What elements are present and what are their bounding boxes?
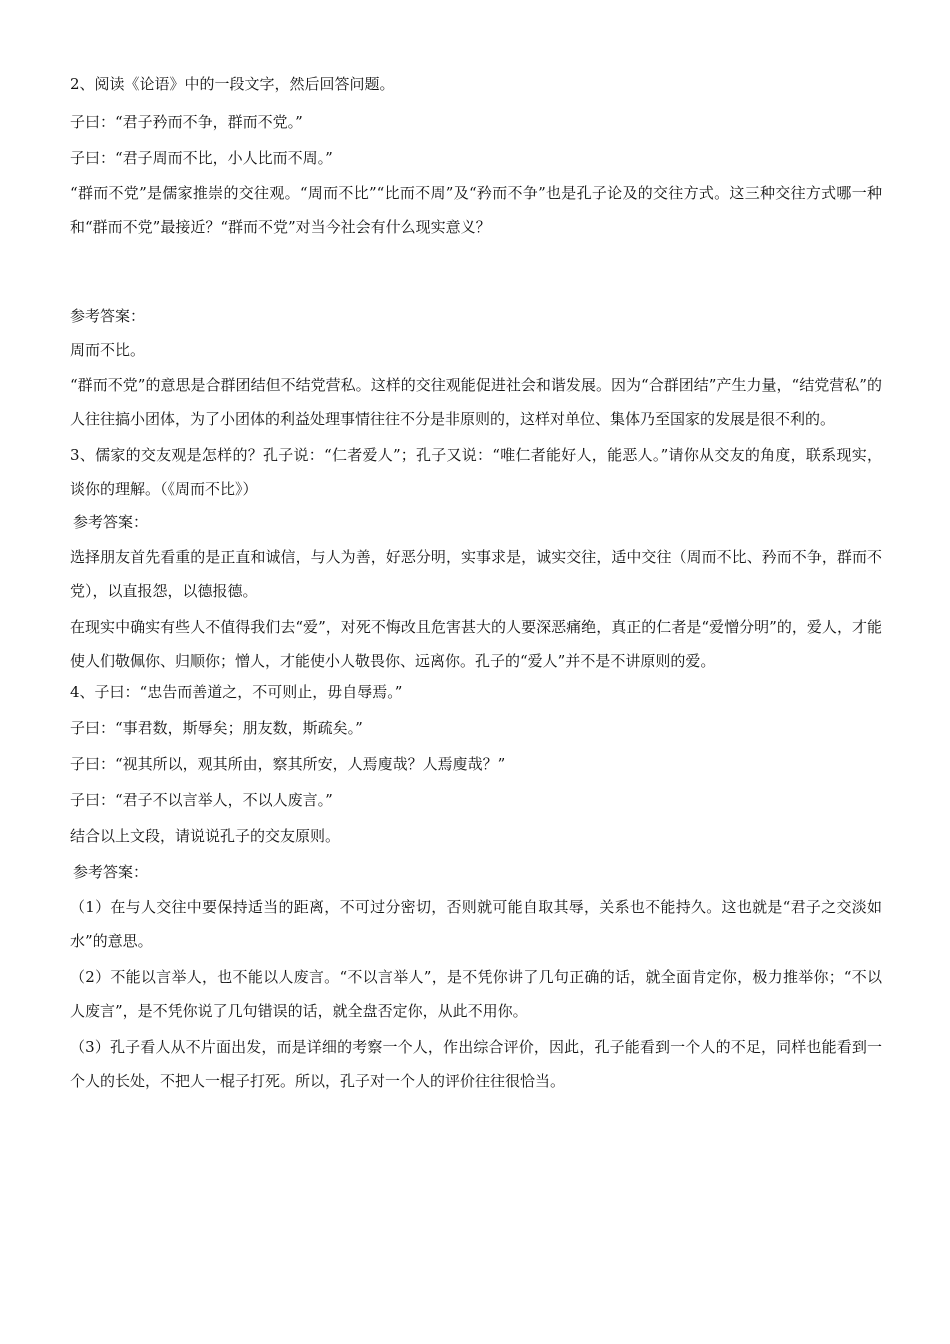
q3-answer-p2: 在现实中确实有些人不值得我们去“爱”，对死不悔改且危害甚大的人要深恶痛绝，真正的仁者是“爱憎分明”的，爱人，才能使人们敬佩你、归顺你；憎人，才能使小人敬畏你、远离你。孔子的“爱人”并不是不讲原则的爱。 <box>70 618 882 670</box>
q2-answer-body: “群而不党”的意思是合群团结但不结党营私。这样的交往观能促进社会和谐发展。因为“合群团结”产生力量，“结党营私”的人往往搞小团体，为了小团体的利益处理事情往往不分是非原则的，这样对单位、集体乃至国家的发展是很不利的。 <box>70 376 882 428</box>
q2-answer-label: 参考答案： <box>70 307 146 325</box>
q4-quote-3: 子曰：“视其所以，观其所由，察其所安，人焉廋哉？人焉廋哉？” <box>70 755 506 773</box>
q4-answer-3: （3）孔子看人从不片面出发，而是详细的考察一个人，作出综合评价，因此，孔子能看到一个人的不足，同样也能看到一个人的长处，不把人一棍子打死。所以，孔子对一个人的评价往往很恰当。 <box>70 1038 882 1090</box>
spacer <box>70 244 882 306</box>
q4-quote-4: 子曰：“君子不以言举人，不以人废言。” <box>70 791 333 809</box>
q4-question: 结合以上文段，请说说孔子的交友原则。 <box>70 827 341 845</box>
q4-answer-1: （1）在与人交往中要保持适当的距离，不可过分密切，否则就可能自取其辱，关系也不能持久。这也就是“君子之交淡如水”的意思。 <box>70 898 882 950</box>
q4-quote-2: 子曰：“事君数，斯辱矣；朋友数，斯疏矣。” <box>70 719 363 737</box>
q2-title: 2、阅读《论语》中的一段文字，然后回答问题。 <box>70 75 395 93</box>
document-page <box>70 74 882 1098</box>
q4-answer-label: 参考答案： <box>73 863 149 881</box>
q2-answer-short: 周而不比。 <box>70 341 146 359</box>
q3-answer-label: 参考答案： <box>73 513 149 531</box>
q4-answer-2: （2）不能以言举人，也不能以人废言。“不以言举人”，是不凭你讲了几句正确的话，就全面肯定你，极力推举你；“不以人废言”，是不凭你说了几句错误的话，就全盘否定你，从此不用你。 <box>70 968 882 1020</box>
q2-quote-2: 子曰：“君子周而不比，小人比而不周。” <box>70 149 333 167</box>
q4-quote-1: 4、子曰：“忠告而善道之，不可则止，毋自辱焉。” <box>70 683 403 701</box>
q3-question: 3、儒家的交友观是怎样的？孔子说：“仁者爱人”；孔子又说：“唯仁者能好人，能恶人。”请你从交友的角度，联系现实，谈你的理解。（《周而不比》） <box>70 446 882 498</box>
q2-question: “群而不党”是儒家推崇的交往观。“周而不比”“比而不周”及“矜而不争”也是孔子论及的交往方式。这三种交往方式哪一种和“群而不党”最接近？“群而不党”对当今社会有什么现实意义？ <box>70 184 882 236</box>
q3-answer-p1: 选择朋友首先看重的是正直和诚信，与人为善，好恶分明，实事求是，诚实交往，适中交往（周而不比、矜而不争，群而不党），以直报怨，以德报德。 <box>70 548 882 600</box>
q2-quote-1: 子曰：“君子矜而不争，群而不党。” <box>70 113 303 131</box>
